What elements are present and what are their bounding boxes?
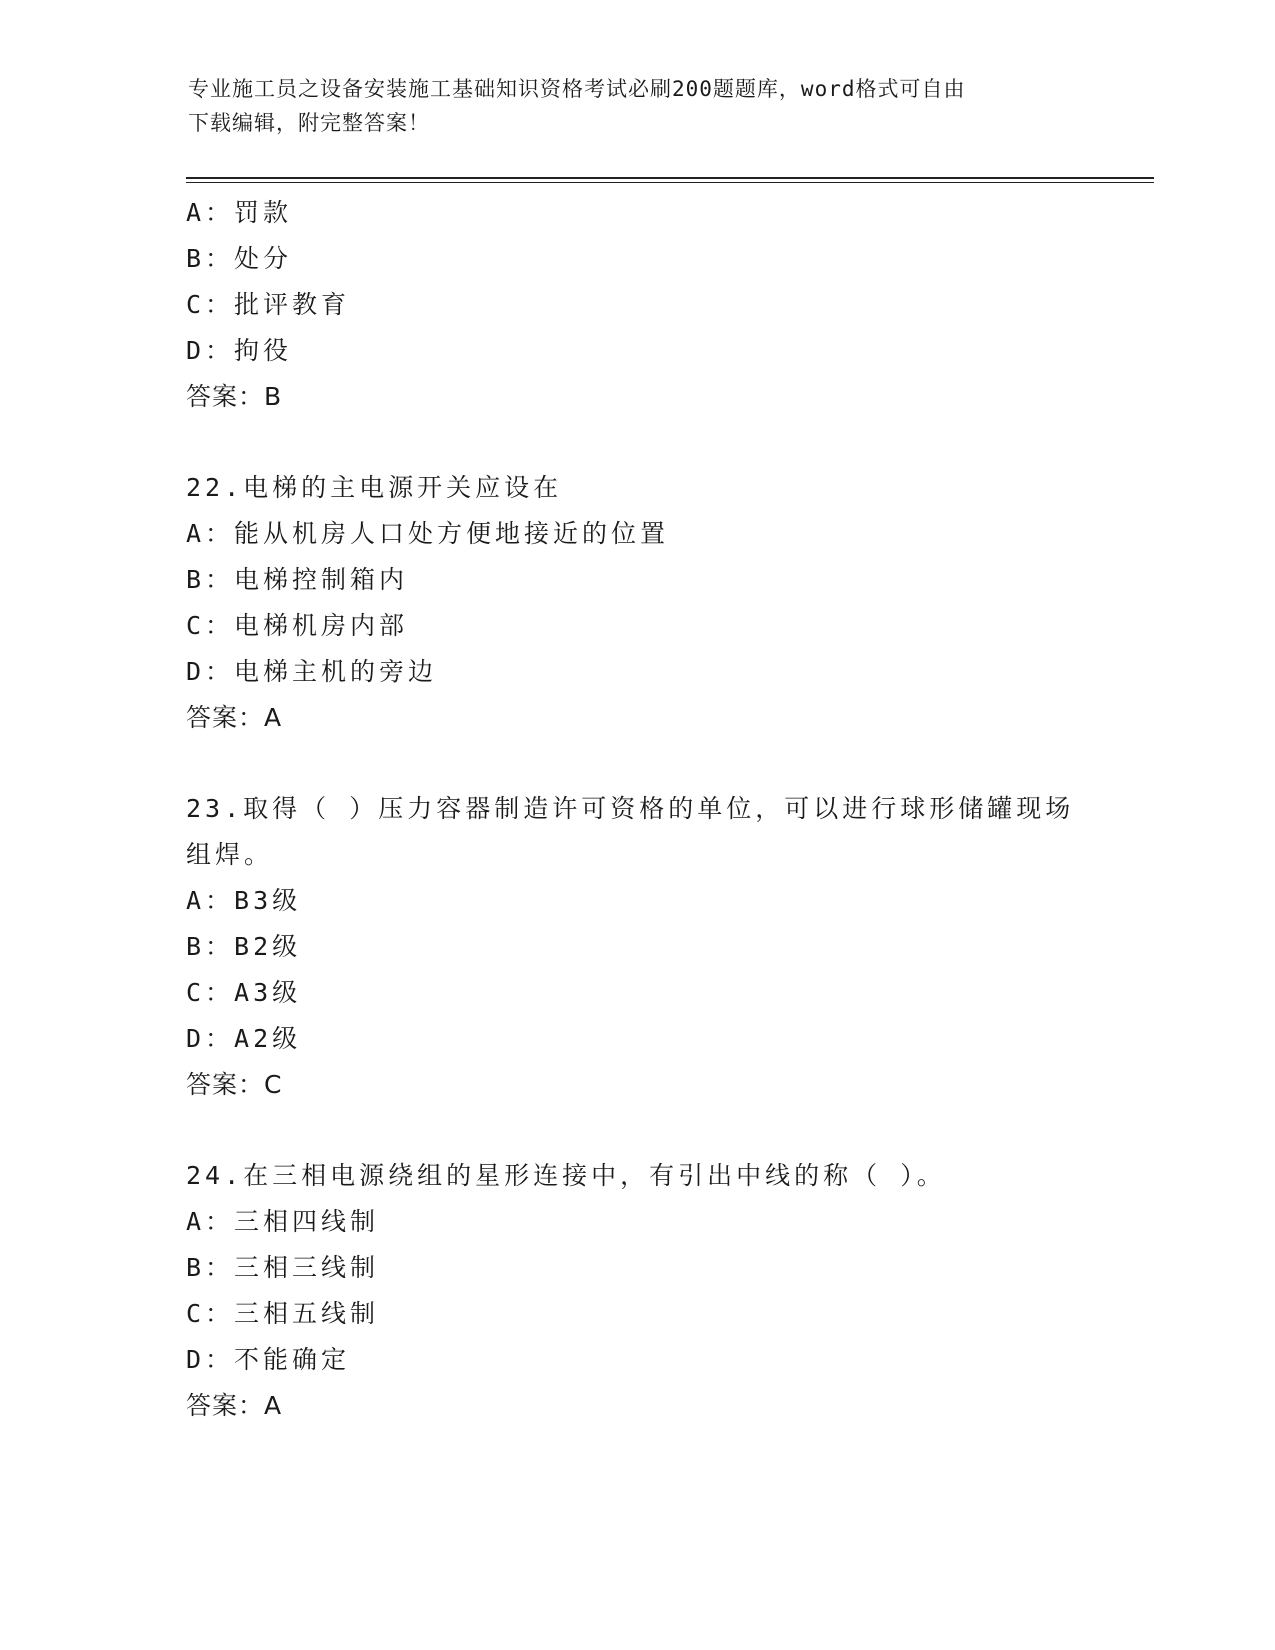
option-d: D：A2级 [186,1024,302,1053]
header-line-1: 专业施工员之设备安装施工基础知识资格考试必刷200题题库，word格式可自由 [188,77,966,101]
answer-label: 答案：A [186,1391,283,1420]
question-22 [186,465,1154,741]
option-c: C：A3级 [186,978,302,1007]
answer-label: 答案：A [186,703,283,732]
question-spacer [186,1108,1154,1153]
option-d: D：不能确定 [186,1345,351,1374]
option-b: B：电梯控制箱内 [186,565,409,594]
option-b: B：处分 [186,244,293,273]
option-d: D：电梯主机的旁边 [186,657,438,686]
header-divider-thin [186,182,1154,183]
option-b: B：三相三线制 [186,1253,380,1282]
question-title: 22.电梯的主电源开关应设在 [186,473,563,502]
option-a: A：三相四线制 [186,1207,380,1236]
option-a: A：能从机房人口处方便地接近的位置 [186,519,670,548]
question-24 [186,1153,1154,1429]
option-c: C：电梯机房内部 [186,611,409,640]
option-c: C：批评教育 [186,290,351,319]
question-title-line-1: 23.取得（ ）压力容器制造许可资格的单位，可以进行球形储罐现场 [186,794,1075,823]
option-a: A：罚款 [186,198,293,227]
question-title: 24.在三相电源绕组的星形连接中，有引出中线的称（ ）。 [186,1161,946,1190]
option-b: B：B2级 [186,932,302,961]
header-divider-thick [186,177,1154,179]
option-c: C：三相五线制 [186,1299,380,1328]
question-21 [186,190,1154,420]
answer-label: 答案：B [186,382,283,411]
option-a: A：B3级 [186,886,302,915]
question-spacer [186,741,1154,786]
header-line-2: 下载编辑，附完整答案！ [188,111,430,135]
question-list [186,190,1154,1429]
document-header [188,72,1088,140]
option-d: D：拘役 [186,336,293,365]
question-23 [186,786,1154,1108]
answer-label: 答案：C [186,1070,283,1099]
question-title-line-2: 组焊。 [186,840,274,869]
question-spacer [186,420,1154,465]
